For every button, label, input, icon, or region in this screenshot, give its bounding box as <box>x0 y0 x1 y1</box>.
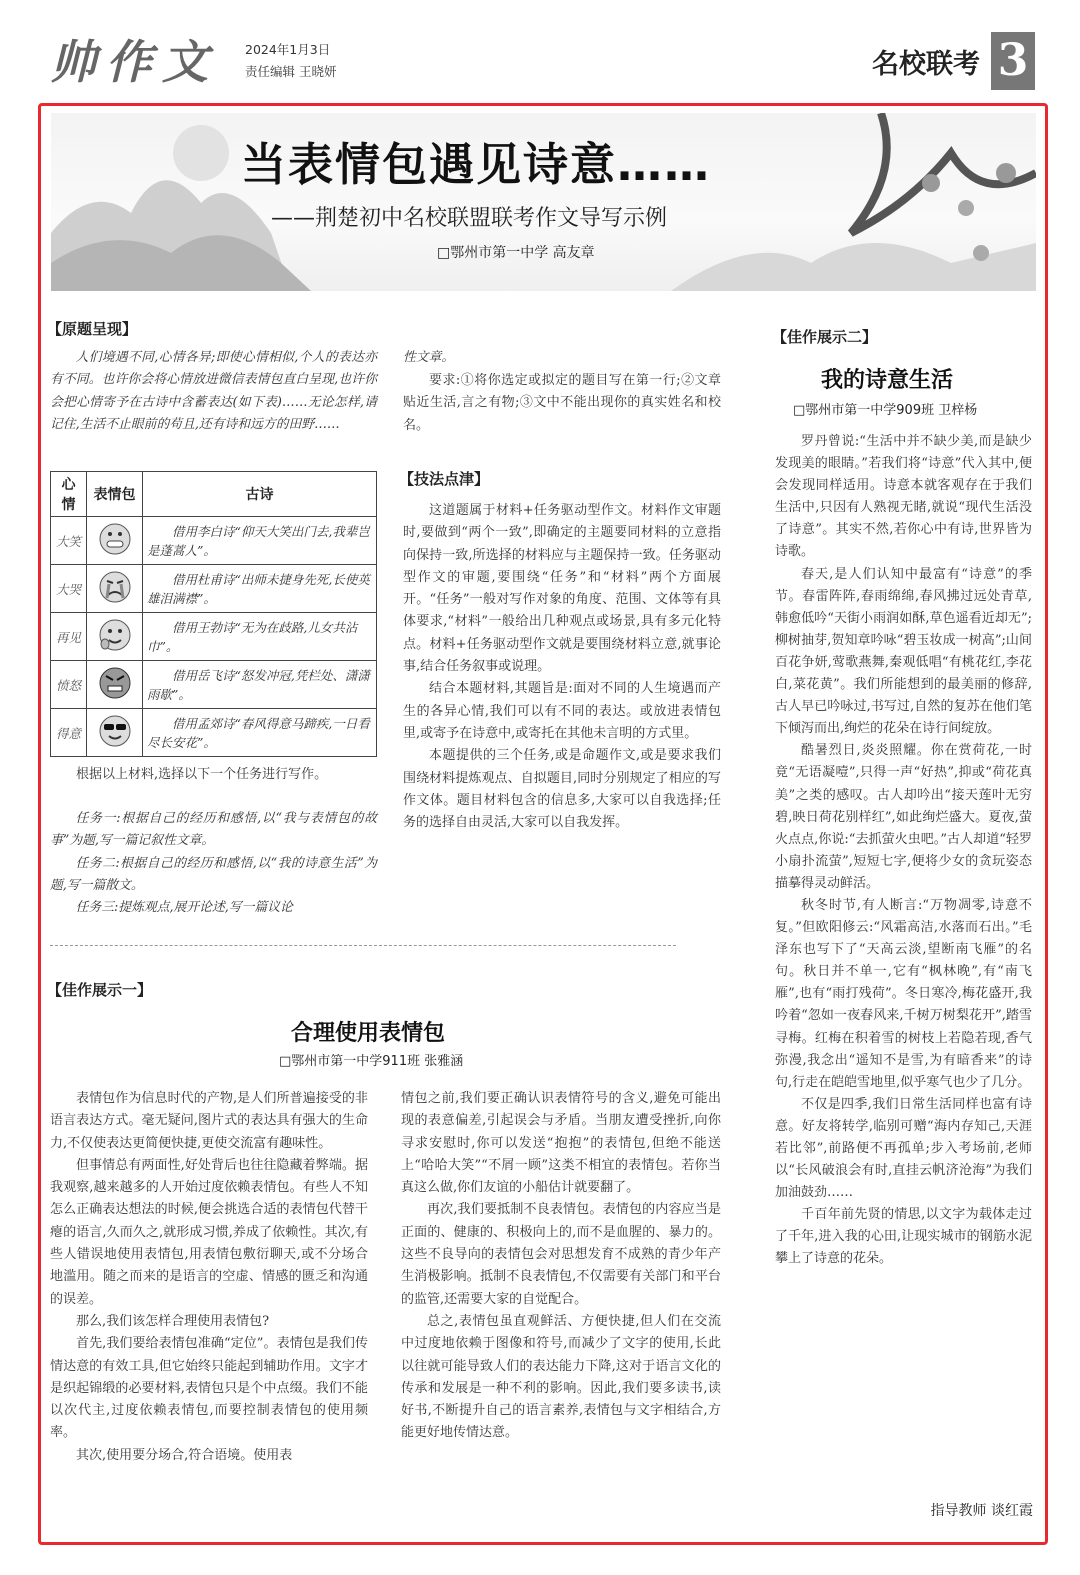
essay1-paragraph: 总之,表情包虽直观鲜活、方便快捷,但人们在交流中过度地依赖于图像和符号,而减少了文字的使用,长此以往就可能导致人们的表达能力下降,这对于语言文化的传承和发展是一种不利的影响。因此,我们要多读书,读好书,不断提升自己的语言素养,表情包与文字相结合,方能更好地传情达意。 <box>401 1313 721 1441</box>
technique-paragraph: 本题提供的三个任务,或是命题作文,或是要求我们围绕材料提炼观点、自拟题目,同时分别规定了相应的写作文体。题目材料包含的信息多,大家可以自我选择;任务的选择自由灵活,大家可以自我发挥。 <box>403 748 721 831</box>
table-header: 心情 <box>51 472 87 517</box>
essay2-paragraph: 不仅是四季,我们日常生活同样也富有诗意。好友将转学,临别可赠“海内存知己,天涯若比邻”,前路便不再孤单;步入考场前,老师以“长风破浪会有时,直挂云帆济沧海”为我们加油鼓劲…… <box>775 1096 1032 1201</box>
task-3-continued <box>403 347 721 369</box>
mood-cell: 得意 <box>51 709 87 757</box>
original-prompt-tag: 【原题呈现】 <box>47 320 138 338</box>
technique-body <box>403 500 721 834</box>
requirements <box>403 370 721 437</box>
publication-logo: 帅作文 <box>50 35 218 89</box>
technique-tag: 【技法点津】 <box>399 470 490 488</box>
article-frame <box>38 103 1048 1545</box>
task-2: 任务二:根据自己的经历和感悟,以“我的诗意生活”为题,写一篇散文。 <box>50 855 377 893</box>
emoji-sunglasses-icon <box>87 709 143 757</box>
essay2-body <box>775 431 1032 1271</box>
technique-paragraph: 这道题属于材料+任务驱动型作文。材料作文审题时,要做到“两个一致”,即确定的主题要同材料的立意指向保持一致,所选择的材料应与主题保持一致。任务驱动型作文的审题,要围绕“任务”和“材料”两个方面展开。“任务”一般对写作对象的角度、范围、文体等有具体要求,“材料”一般给出几种观点或场景,具有多元化特点。材料+任务驱动型作文就是要围绕材料立意,就事论事,结合任务叙事或说理。 <box>403 503 721 675</box>
essay1-paragraph: 表情包作为信息时代的产物,是人们所普遍接受的非语言表达方式。毫无疑问,图片式的表达具有强大的生命力,不仅使表达更简便快捷,更使交流富有趣味性。 <box>50 1091 368 1151</box>
task-options <box>50 808 377 919</box>
table-header-row <box>51 472 377 517</box>
poem-cell: 借用孟郊诗“春风得意马蹄疾,一日看尽长安花”。 <box>143 709 377 757</box>
issue-date: 2024年1月3日 <box>245 42 331 57</box>
mood-cell: 愤怒 <box>51 661 87 709</box>
emoji-laugh-icon <box>87 517 143 565</box>
poem-cell: 借用岳飞诗“怒发冲冠,凭栏处、潇潇雨歇”。 <box>143 661 377 709</box>
mood-cell: 再见 <box>51 613 87 661</box>
emoji-wave-icon <box>87 613 143 661</box>
task-3: 任务三:提炼观点,展开论述,写一篇议论 <box>75 900 293 916</box>
essay1-paragraph: 其次,使用要分场合,符合语境。使用表 <box>76 1447 293 1463</box>
essay2-paragraph: 酷暑烈日,炎炎照耀。你在赏荷花,一时竟“无语凝噎”,只得一声“好热”,抑或“荷花真美”之类的感叹。古人却吟出“接天莲叶无穷碧,映日荷花别样红”,如此绚烂盛大。夏夜,萤火点点,你说:“去抓萤火虫吧。”古人却道“轻罗小扇扑流萤”,短短七字,便将少女的贪玩姿态描摹得灵动鲜活。 <box>775 743 1032 891</box>
technique-paragraph: 结合本题材料,其题旨是:面对不同的人生境遇而产生的各异心情,我们可以有不同的表达。或放进表情包里,或寄予在诗意中,或寄托在其他未言明的方式里。 <box>403 681 721 741</box>
editor-credit: 责任编辑 王晓妍 <box>245 64 337 79</box>
poem-cell: 借用王勃诗“无为在歧路,儿女共沾巾”。 <box>143 613 377 661</box>
banner-byline: □鄂州市第一中学 高友章 <box>437 245 595 261</box>
essay2-paragraph: 春天,是人们认知中最富有“诗意”的季节。春雷阵阵,春雨绵绵,春风拂过远处青草,韩愈低吟“天街小雨润如酥,草色遥看近却无”;柳树抽芽,贺知章吟咏“碧玉妆成一树高”;山间百花争妍,莺歌燕舞,秦观低唱“有桃花红,李花白,菜花黄”。我们所能想到的最美丽的修辞,古人早已吟咏过,书写过,自然的复苏在他们笔下倾泻而出,绚烂的花朵在诗行间绽放。 <box>775 566 1032 737</box>
essay2-title: 我的诗意生活 <box>821 368 954 393</box>
table-row <box>51 613 377 661</box>
essay1-paragraph: 但事情总有两面性,好处背后也往往隐藏着弊端。据我观察,越来越多的人开始过度依赖表情包。有些人不知怎么正确表达想法的时候,便会挑选合适的表情包代替干瘪的语言,久而久之,就形成习惯,养成了依赖性。其次,有些人错误地使用表情包,用表情包敷衍聊天,或不分场合地滥用。随之而来的是语言的空虚、情感的匮乏和沟通的误差。 <box>50 1157 368 1307</box>
essay1-paragraph: 那么,我们该怎样合理使用表情包? <box>76 1313 270 1329</box>
essay1-title: 合理使用表情包 <box>291 1021 446 1046</box>
requirement-text: 要求:①将你选定或拟定的题目写在第一行;②文章贴近生活,言之有物;③文中不能出现你的真实姓名和校名。 <box>403 373 721 433</box>
emoji-angry-icon <box>87 661 143 709</box>
essay1-right-column <box>401 1088 721 1445</box>
page-number: 3 <box>991 32 1035 90</box>
table-row <box>51 517 377 565</box>
essay2-paragraph: 千百年前先贤的情思,以文字为载体走过了千年,进入我的心田,让现实城市的钢筋水泥攀上了诗意的花朵。 <box>775 1207 1032 1267</box>
essay1-tag: 【佳作展示一】 <box>47 981 153 999</box>
intro-paragraph: 人们境遇不同,心情各异;即使心情相似,个人的表达亦有不同。也许你会将心情放进微信表情包直白呈现,也许你会把心情寄予在古诗中含蓄表达(如下表)……无论怎样,请记住,生活不止眼前的苟且,还有诗和远方的田野…… <box>50 350 377 432</box>
banner-subtitle: ——荆楚初中名校联盟联考作文导写示例 <box>271 206 668 231</box>
task-list <box>50 764 377 786</box>
table-row <box>51 661 377 709</box>
task-1: 任务一:根据自己的经历和感悟,以“我与表情包的故事”为题,写一篇记叙性文章。 <box>50 811 377 849</box>
section-title: 名校联考 <box>872 49 980 80</box>
banner <box>51 113 1036 291</box>
table-header: 古诗 <box>143 472 377 517</box>
essay2-teacher: 指导教师 谈红霞 <box>930 1503 1033 1519</box>
table-header: 表情包 <box>87 472 143 517</box>
essay2-tag: 【佳作展示二】 <box>772 328 878 346</box>
poem-cell: 借用杜甫诗“出师未捷身先死,长使英雄泪满襟”。 <box>143 565 377 613</box>
emoji-cry-icon <box>87 565 143 613</box>
masthead <box>45 18 1035 88</box>
banner-headline: 当表情包遇见诗意…… <box>241 138 712 191</box>
essay1-paragraph: 再次,我们要抵制不良表情包。表情包的内容应当是正面的、健康的、积极向上的,而不是血腥的、暴力的。这些不良导向的表情包会对思想发育不成熟的青少年产生消极影响。抵制不良表情包,不仅需要有关部门和平台的监管,还需要大家的自觉配合。 <box>401 1202 721 1307</box>
essay2-byline: □鄂州市第一中学909班 卫梓杨 <box>793 403 978 418</box>
original-prompt-intro <box>50 347 377 436</box>
table-row <box>51 565 377 613</box>
essay2-paragraph: 秋冬时节,有人断言:“万物凋零,诗意不复。”但欧阳修云:“风霜高洁,水落而石出。”毛泽东也写下了“天高云淡,望断南飞雁”的名句。秋日并不单一,它有“枫林晚”,有“南飞雁”,也有“雨打残荷”。冬日寒冷,梅花盛开,我吟着“忽如一夜春风来,千树万树梨花开”,踏雪寻梅。红梅在积着雪的树枝上若隐若现,香气弥漫,我念出“遥知不是雪,为有暗香来”的诗句,行走在皑皑雪地里,似乎寒气也少了几分。 <box>775 897 1032 1090</box>
task-3-tail: 性文章。 <box>403 350 455 365</box>
task-instruction: 根据以上材料,选择以下一个任务进行写作。 <box>76 767 328 782</box>
section-divider <box>50 945 676 946</box>
mood-cell: 大笑 <box>51 517 87 565</box>
essay2-paragraph: 罗丹曾说:“生活中并不缺少美,而是缺少发现美的眼睛。”若我们将“诗意”代入其中,便会发现同样适用。诗意本就客观存在于我们生活中,只因有人熟视无睹,就说“现代生活没了诗意”。其实不然,若你心中有诗,世界皆为诗歌。 <box>775 434 1032 560</box>
essay1-paragraph: 情包之前,我们要正确认识表情符号的含义,避免可能出现的表意偏差,引起误会与矛盾。当朋友遭受挫折,向你寻求安慰时,你可以发送“抱抱”的表情包,但绝不能送上“哈哈大笑”“不屑一顾”这类不相宜的表情包。若你当真这么做,你们友谊的小船估计就要翻了。 <box>401 1091 721 1196</box>
table-row <box>51 709 377 757</box>
essay1-byline: □鄂州市第一中学911班 张雅涵 <box>279 1054 464 1069</box>
emoji-poem-table <box>50 471 377 757</box>
mood-cell: 大哭 <box>51 565 87 613</box>
essay1-left-column <box>50 1088 368 1467</box>
essay1-paragraph: 首先,我们要给表情包准确“定位”。表情包是我们传情达意的有效工具,但它始终只能起到辅助作用。文字才是织起锦缎的必要材料,表情包只是个中点缀。我们不能以次代主,过度依赖表情包,而要控制表情包的使用频率。 <box>50 1336 368 1441</box>
poem-cell: 借用李白诗“仰天大笑出门去,我辈岂是蓬蒿人”。 <box>143 517 377 565</box>
